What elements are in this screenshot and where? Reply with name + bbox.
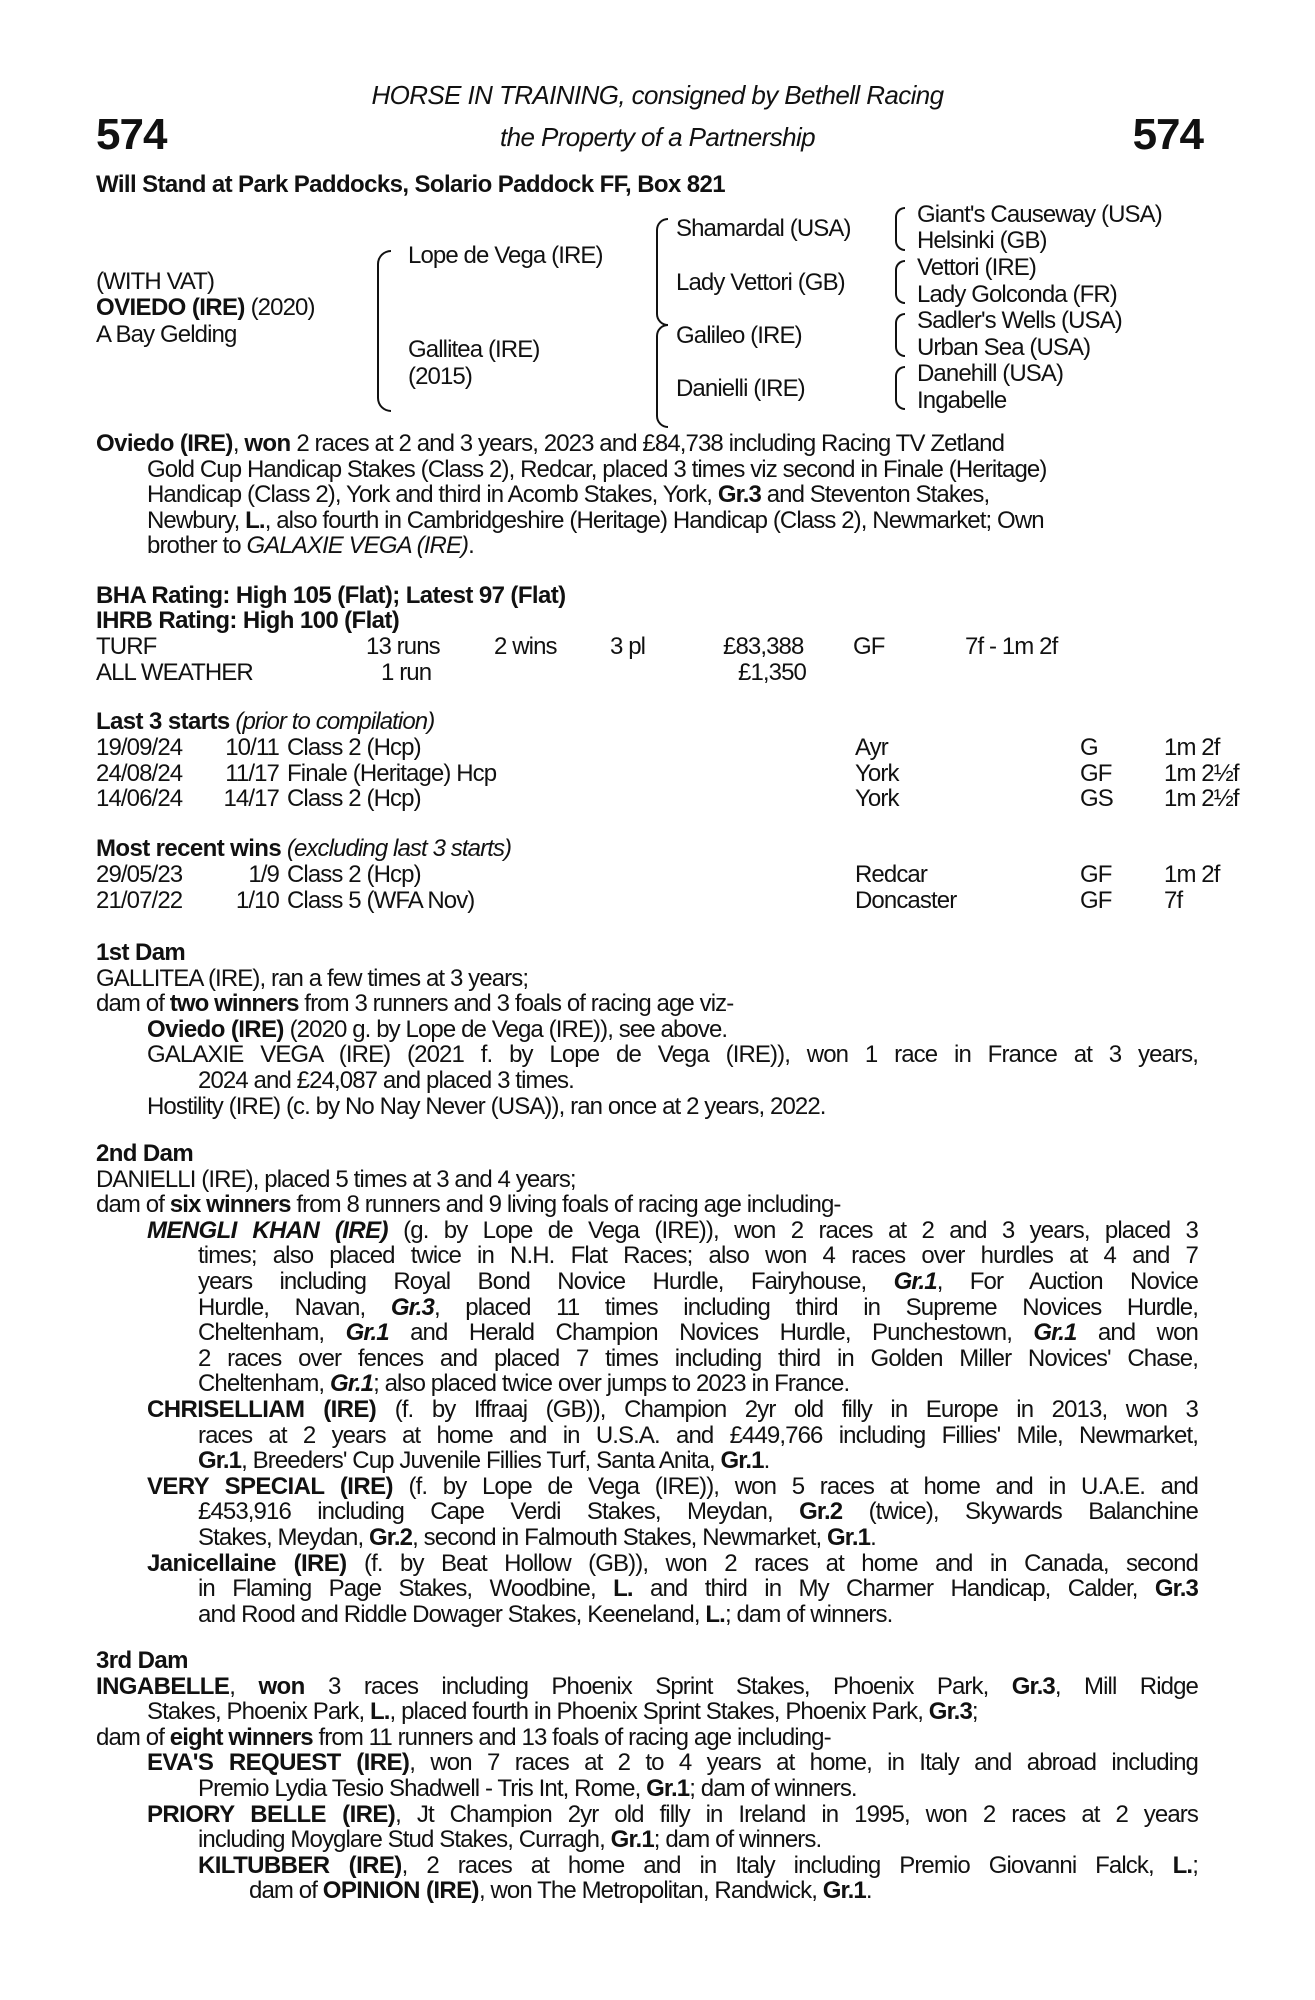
offspring-name: PRIORY BELLE (IRE) <box>147 1800 396 1828</box>
cell-course: Redcar <box>855 861 927 888</box>
record-text: , also fourth in Cambridgeshire (Heritage) Handicap (Class 2), Newmarket; Own <box>264 506 1044 534</box>
cell-dist: 7f <box>1164 886 1183 914</box>
listed-badge: L. <box>705 1600 725 1628</box>
last3-title: Last 3 starts <box>96 708 230 735</box>
text: , placed 11 times including third in Supreme Novices Hurdle, <box>433 1293 1198 1321</box>
text: (2020 g. by Lope de Vega (IRE)), see above. <box>283 1015 728 1043</box>
text: , 2 races at home and in Italy including Premio Giovanni Falck, <box>401 1851 1173 1879</box>
text: (twice), Skywards Balanchine <box>842 1498 1198 1526</box>
text: , placed fourth in Phoenix Sprint Stakes, Phoenix Park, <box>389 1698 929 1726</box>
text: and Rood and Riddle Dowager Stakes, Keeneland, <box>198 1600 706 1628</box>
text: 2 races over fences and placed 7 times including third in Golden Miller Novices' Chase, <box>198 1344 1198 1372</box>
wins-title: Most recent wins <box>96 835 282 862</box>
cell-pos: 1/10 <box>235 886 279 914</box>
stat-going: GF <box>853 633 885 660</box>
offspring-name: Janicellaine (IRE) <box>147 1549 347 1577</box>
cell-pos: 1/9 <box>248 861 279 888</box>
offspring-line: Hostility (IRE) (c. by No Nay Never (USA)), ran once at 2 years, 2022. <box>147 1092 826 1120</box>
listed-badge: L. <box>370 1698 390 1726</box>
text: and won <box>1076 1319 1198 1347</box>
gen4-4: Lady Golconda (FR) <box>917 281 1117 308</box>
gen4-2: Helsinki (GB) <box>917 227 1047 254</box>
text: and third in My Charmer Handicap, Calder, <box>632 1575 1155 1603</box>
listed-badge: L. <box>1172 1851 1193 1879</box>
winners-count: eight winners <box>169 1723 313 1751</box>
grade-badge: Gr.1 <box>893 1267 937 1295</box>
text: Premio Lydia Tesio Shadwell - Tris Int, Rome, <box>198 1774 647 1802</box>
sire: Lope de Vega (IRE) <box>408 242 603 269</box>
cell-going: GF <box>1080 886 1112 914</box>
gen4-7: Danehill (USA) <box>917 360 1064 387</box>
offspring-name: EVA'S REQUEST (IRE) <box>147 1749 410 1777</box>
dam-year: (2015) <box>408 363 472 390</box>
cell-course: Ayr <box>855 734 888 761</box>
grade-badge: Gr.1 <box>610 1826 654 1854</box>
text: from 11 runners and 13 foals of racing age including- <box>312 1723 831 1751</box>
text: from 3 runners and 3 foals of racing age viz- <box>298 990 734 1018</box>
grade-badge: Gr.1 <box>827 1523 871 1551</box>
stat-runs: 13 runs <box>366 633 440 660</box>
offspring-name: Oviedo (IRE) <box>147 1015 284 1043</box>
pedigree-brace-3c <box>895 313 905 357</box>
text: 3 races including Phoenix Sprint Stakes, Phoenix Park, <box>304 1672 1012 1700</box>
cell-race: Class 2 (Hcp) <box>287 861 421 888</box>
grade-badge: Gr.1 <box>1033 1319 1077 1347</box>
text: . <box>865 1877 872 1905</box>
text: Stakes, Meydan, <box>198 1523 370 1551</box>
grade-badge: Gr.3 <box>717 481 761 509</box>
text: dam of <box>96 1191 170 1219</box>
text: years including Royal Bond Novice Hurdle, Fairyhouse, <box>198 1267 894 1295</box>
offspring-name: OPINION (IRE) <box>322 1877 479 1905</box>
text: £453,916 including Cape Verdi Stakes, Meydan, <box>198 1498 800 1526</box>
wins-heading <box>96 836 511 861</box>
winners-count: six winners <box>169 1191 291 1219</box>
stat-surface: TURF <box>96 633 157 660</box>
cell-date: 29/05/23 <box>96 861 183 888</box>
second-dam-section <box>96 1141 1198 1627</box>
cell-dist: 1m 2½f <box>1164 785 1239 813</box>
text: , Mill Ridge <box>1054 1672 1199 1700</box>
text: . <box>870 1523 876 1551</box>
offspring-line: GALAXIE VEGA (IRE) (2021 f. by Lope de Vega (IRE)), won 1 race in France at 3 years, <box>147 1041 1198 1069</box>
text: (g. by Lope de Vega (IRE)), won 2 races at 2 and 3 years, placed 3 <box>387 1216 1198 1244</box>
text: Cheltenham, <box>198 1370 330 1398</box>
cell-race: Class 2 (Hcp) <box>287 734 421 761</box>
first-dam-title: 1st Dam <box>96 939 186 966</box>
cell-race: Class 2 (Hcp) <box>287 785 421 813</box>
cell-dist: 1m 2½f <box>1164 759 1239 787</box>
second-dam-title: 2nd Dam <box>96 1140 194 1167</box>
text: Hurdle, Navan, <box>198 1293 391 1321</box>
offspring-line: 2024 and £24,087 and placed 3 times. <box>198 1066 574 1094</box>
bha-rating: BHA Rating: High 105 (Flat); Latest 97 (Flat) <box>96 582 566 609</box>
cell-date: 14/06/24 <box>96 785 183 813</box>
text: , won 7 races at 2 to 4 years at home, in Italy and abroad including <box>409 1749 1198 1777</box>
first-dam-section <box>96 940 1198 1119</box>
last3-heading <box>96 709 434 734</box>
grade-badge: Gr.1 <box>720 1447 764 1475</box>
text: including Moyglare Stud Stakes, Curragh, <box>198 1826 611 1854</box>
cell-pos: 14/17 <box>223 785 279 813</box>
text: races at 2 years at home and in U.S.A. and £449,766 including Fillies' Mile, Newmarket, <box>198 1421 1198 1449</box>
text: from 8 runners and 9 living foals of racing age including- <box>290 1191 841 1219</box>
cell-going: GF <box>1080 861 1112 888</box>
offspring-name: KILTUBBER (IRE) <box>198 1851 402 1879</box>
record-horse-name: Oviedo (IRE) <box>96 430 233 457</box>
grade-badge: Gr.1 <box>329 1370 374 1398</box>
cell-going: GS <box>1080 785 1113 813</box>
horse-name: OVIEDO (IRE) <box>96 294 245 321</box>
text: and Herald Champion Novices Hurdle, Punchestown, <box>388 1319 1034 1347</box>
text: (f. by Lope de Vega (IRE)), won 5 races at home and in U.A.E. and <box>392 1472 1198 1500</box>
text: . <box>763 1447 770 1475</box>
text: (f. by Iffraaj (GB)), Champion 2yr old filly in Europe in 2013, won 3 <box>376 1395 1198 1423</box>
property-line: the Property of a Partnership <box>499 122 815 152</box>
cell-course: York <box>855 785 899 813</box>
text: dam of <box>96 1723 170 1751</box>
stat-prize: £1,350 <box>738 659 807 686</box>
dam: Gallitea (IRE) <box>408 336 540 363</box>
grade-badge: Gr.1 <box>646 1774 690 1802</box>
text: ; dam of winners. <box>724 1600 893 1628</box>
ihrb-rating: IHRB Rating: High 100 (Flat) <box>96 607 400 634</box>
cell-date: 19/09/24 <box>96 734 183 761</box>
pedigree-brace-1 <box>377 250 391 412</box>
lot-number-right: 574 <box>1132 110 1203 159</box>
stat-surface: ALL WEATHER <box>96 659 253 686</box>
record-text: Gold Cup Handicap Stakes (Class 2), Redcar, placed 3 times viz second in Finale (Heritage) <box>147 455 1047 483</box>
pedigree-brace-3d <box>895 366 905 410</box>
cell-dist: 1m 2f <box>1164 734 1220 761</box>
wins-note: (excluding last 3 starts) <box>286 835 512 862</box>
cell-course: York <box>855 759 899 787</box>
stat-wins: 2 wins <box>494 633 557 660</box>
horse-year: (2020) <box>250 294 315 321</box>
third-dam-name: INGABELLE <box>96 1672 230 1700</box>
stand-location: Will Stand at Park Paddocks, Solario Paddock FF, Box 821 <box>96 171 726 198</box>
grade-badge: Gr.2 <box>369 1523 413 1551</box>
grade-badge: Gr.1 <box>345 1319 389 1347</box>
third-dam-section: 3rd Dam INGABELLE, won 3 races including Phoenix Sprint Stakes, Phoenix Park, Gr.3, Mill Ridge Stakes, Phoenix Park, L., placed fourth in Phoenix Sprint Stakes, Phoenix Park, Gr.3; dam of eight winners from 11 runners and 13 foals of racing age including- EVA'S REQUEST (IRE), won 7 races at 2 to 4 years at home, in Italy and abroad including Premio Lydia Tesio Shadwell - Tris Int, Rome, Gr.1; dam of winners. PRIORY BELLE (IRE), Jt Champion 2yr old filly in Ireland in 1995, won 2 races at 2 years including Moyglare Stud Stakes, Curragh, Gr.1; dam of winners. KILTUBBER (IRE), 2 races at home and in Italy including Premio Giovanni Falck, L.; dam of OPINION (IRE), won The Metropolitan, Randwick, Gr.1. <box>96 1647 1199 1905</box>
record-won: won <box>244 430 291 457</box>
horse-title <box>96 295 315 320</box>
cell-race: Class 5 (WFA Nov) <box>287 886 475 914</box>
cell-course: Doncaster <box>855 886 957 914</box>
cell-date: 24/08/24 <box>96 759 183 787</box>
last3-note: (prior to compilation) <box>235 708 435 735</box>
record-text: and Steventon Stakes, <box>760 481 990 509</box>
sire-sire: Shamardal (USA) <box>676 215 851 242</box>
text: in Flaming Page Stakes, Woodbine, <box>198 1575 614 1603</box>
listed-badge: L. <box>245 506 265 534</box>
third-dam-title: 3rd Dam <box>96 1647 188 1674</box>
record-text: brother to <box>147 532 247 560</box>
text: times; also placed twice in N.H. Flat Races; also won 4 races over hurdles at 4 and 7 <box>198 1242 1198 1270</box>
grade-badge: Gr.3 <box>1154 1575 1198 1603</box>
cell-pos: 10/11 <box>225 734 279 761</box>
text: , second in Falmouth Stakes, Newmarket, <box>412 1523 827 1551</box>
grade-badge: Gr.1 <box>198 1447 242 1475</box>
text: (f. by Beat Hollow (GB)), won 2 races at home and in Canada, second <box>346 1549 1198 1577</box>
cell-pos: 11/17 <box>225 759 279 787</box>
grade-badge: Gr.2 <box>799 1498 843 1526</box>
text: , Breeders' Cup Juvenile Fillies Turf, Santa Anita, <box>241 1447 721 1475</box>
text: , won The Metropolitan, Randwick, <box>478 1877 823 1905</box>
grade-badge: Gr.3 <box>390 1293 434 1321</box>
pedigree-brace-2b <box>656 324 668 428</box>
gen4-1: Giant's Causeway (USA) <box>917 201 1162 228</box>
pedigree-brace-3a <box>895 207 905 251</box>
text: , For Auction Novice <box>936 1267 1198 1295</box>
stat-placed: 3 pl <box>610 633 646 660</box>
gen4-5: Sadler's Wells (USA) <box>917 307 1122 334</box>
text: , Jt Champion 2yr old filly in Ireland in 1995, won 2 races at 2 years <box>395 1800 1198 1828</box>
cell-date: 21/07/22 <box>96 886 183 914</box>
pedigree-brace-3b <box>895 260 905 304</box>
sibling-name: GALAXIE VEGA (IRE) <box>246 532 469 560</box>
grade-badge: Gr.3 <box>928 1698 972 1726</box>
dam-sire: Galileo (IRE) <box>676 322 802 349</box>
pedigree-brace-2a <box>656 218 668 326</box>
dam-dam: Danielli (IRE) <box>676 375 805 402</box>
grade-badge: Gr.3 <box>1011 1672 1055 1700</box>
stat-distance: 7f - 1m 2f <box>965 633 1058 660</box>
won-label: won <box>258 1672 305 1700</box>
cell-going: G <box>1080 734 1098 761</box>
gen4-6: Urban Sea (USA) <box>917 334 1091 361</box>
record-text: Newbury, <box>147 506 246 534</box>
second-dam-name: DANIELLI (IRE), placed 5 times at 3 and 4 years; <box>96 1165 576 1193</box>
stat-runs: 1 run <box>381 659 432 686</box>
offspring-name: VERY SPECIAL (IRE) <box>147 1472 393 1500</box>
horse-description: A Bay Gelding <box>96 321 237 348</box>
listed-badge: L. <box>613 1575 633 1603</box>
text: Stakes, Phoenix Park, <box>147 1698 370 1726</box>
stat-prize: £83,388 <box>723 633 804 660</box>
first-dam-name: GALLITEA (IRE), ran a few times at 3 years; <box>96 964 529 992</box>
consignor-line: HORSE IN TRAINING, consigned by Bethell Racing <box>371 80 944 110</box>
gen4-3: Vettori (IRE) <box>917 254 1036 281</box>
cell-race: Finale (Heritage) Hcp <box>287 759 497 787</box>
cell-dist: 1m 2f <box>1164 861 1220 888</box>
offspring-name: MENGLI KHAN (IRE) <box>147 1216 388 1244</box>
race-record: Oviedo (IRE), won 2 races at 2 and 3 years, 2023 and £84,738 including Racing TV Zetland Gold Cup Handicap Stakes (Class 2), Redcar, placed 3 times viz second in Finale (Heritage) Handicap (Class 2), York and third in Acomb Stakes, York, Gr.3 and Steventon Stakes, Newbury, L., also fourth in Cambridgeshire (Heritage) Handicap (Class 2), Newmarket; Own brother to GALAXIE VEGA (IRE). <box>96 431 1198 559</box>
sire-dam: Lady Vettori (GB) <box>676 269 845 296</box>
cell-going: GF <box>1080 759 1112 787</box>
text: ; <box>971 1698 978 1726</box>
text: ; <box>1192 1851 1198 1879</box>
text: dam of <box>249 1877 323 1905</box>
offspring-name: CHRISELLIAM (IRE) <box>147 1395 377 1423</box>
text: ; dam of winners. <box>653 1826 822 1854</box>
text: Cheltenham, <box>198 1319 346 1347</box>
grade-badge: Gr.1 <box>822 1877 866 1905</box>
record-text: 2 races at 2 and 3 years, 2023 and £84,738 including Racing TV Zetland <box>290 430 1005 457</box>
winners-count: two winners <box>169 990 299 1018</box>
gen4-8: Ingabelle <box>917 387 1007 414</box>
vat-note: (WITH VAT) <box>96 268 215 295</box>
text: ; dam of winners. <box>689 1774 857 1802</box>
record-text: Handicap (Class 2), York and third in Acomb Stakes, York, <box>147 481 718 509</box>
record-text: . <box>468 532 474 560</box>
text: dam of <box>96 990 170 1018</box>
text: ; also placed twice over jumps to 2023 in France. <box>373 1370 850 1398</box>
lot-number-left: 574 <box>96 110 167 159</box>
